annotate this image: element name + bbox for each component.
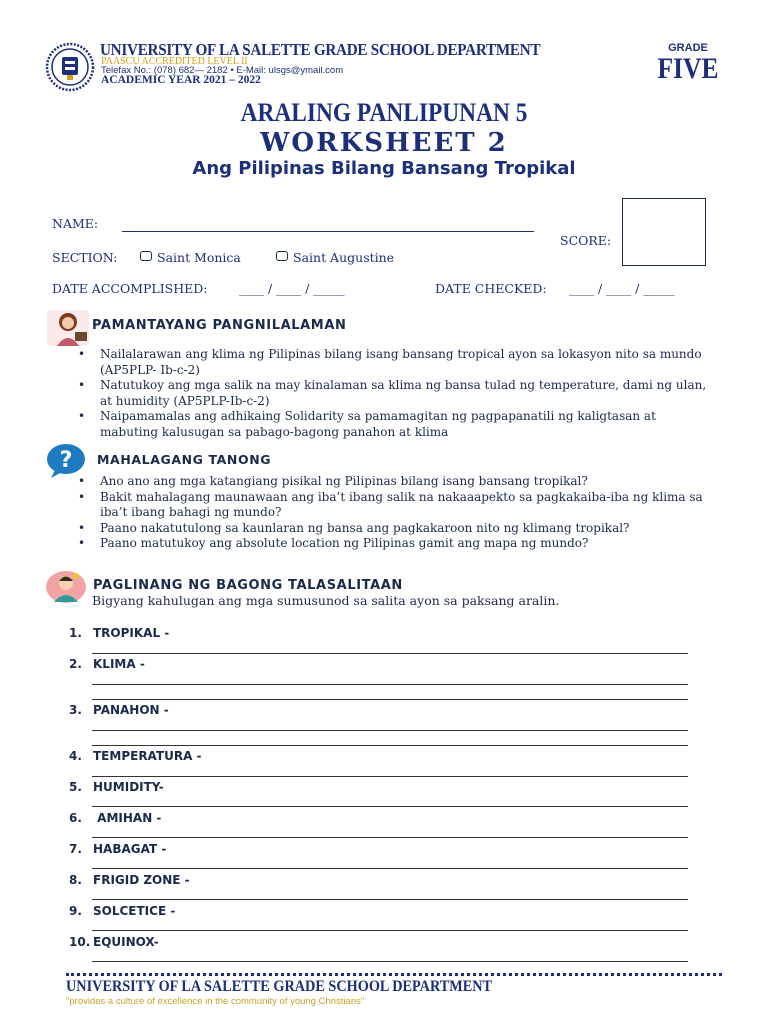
answer-line[interactable]	[92, 899, 688, 900]
vocab-item-4	[69, 749, 202, 763]
vocab-item-10	[69, 935, 159, 949]
list-item: • Paano nakatutulong sa kaunlaran ng bansa ang pagkakaroon nito ng klimang tropikal?	[74, 521, 714, 537]
vocab-term: KLIMA -	[93, 657, 145, 671]
footer-divider	[66, 973, 722, 976]
worksheet-subtitle: Ang Pilipinas Bilang Bansang Tropikal	[192, 158, 576, 179]
date-accomplished-label: DATE ACCOMPLISHED:	[52, 281, 208, 296]
tanong-list	[74, 474, 714, 552]
answer-line[interactable]	[92, 868, 688, 869]
score-box[interactable]	[622, 198, 706, 266]
vocab-term: HUMIDITY-	[93, 780, 164, 794]
vocab-term: AMIHAN -	[93, 811, 162, 825]
vocab-term: HABAGAT -	[93, 842, 167, 856]
vocab-number: 6.	[69, 811, 82, 825]
answer-line[interactable]	[92, 699, 688, 700]
subject-title: ARALING PANLIPUNAN 5	[240, 98, 528, 127]
answer-line[interactable]	[92, 930, 688, 931]
academic-year: ACADEMIC YEAR 2021 – 2022	[101, 74, 261, 86]
footer-tagline: "provides a culture of excellence in the community of young Christians"	[66, 996, 365, 1007]
section-label: SECTION:	[52, 250, 118, 265]
answer-line[interactable]	[92, 837, 688, 838]
worksheet-title: WORKSHEET 2	[260, 128, 508, 158]
date-checked-label: DATE CHECKED:	[435, 281, 547, 296]
vocab-item-5	[69, 780, 164, 794]
answer-line[interactable]	[92, 684, 688, 685]
answer-line[interactable]	[92, 730, 688, 731]
tanong-heading: MAHALAGANG TANONG	[97, 452, 272, 467]
vocab-item-2	[69, 657, 145, 671]
pamantayan-list	[74, 347, 714, 440]
list-item: • Naipamamalas ang adhikaing Solidarity sa pamamagitan ng pagpapanatili ng kaligtasan at mabuting kalusugan sa pabago-bagong panahon at klima	[74, 409, 714, 440]
vocab-term: PANAHON -	[93, 703, 169, 717]
student-icon	[45, 570, 87, 604]
vocab-term: EQUINOX-	[93, 935, 159, 949]
vocab-item-7	[69, 842, 166, 856]
vocab-number: 9.	[69, 904, 82, 918]
talasalitaan-heading: PAGLINANG NG BAGONG TALASALITAAN	[93, 578, 403, 593]
vocab-term: FRIGID ZONE -	[93, 873, 190, 887]
vocab-item-6	[69, 811, 161, 825]
list-item: • Paano matutukoy ang absolute location ng Pilipinas gamit ang mapa ng mundo?	[74, 536, 714, 552]
section-option-saint-monica[interactable]	[140, 250, 241, 265]
vocab-number: 1.	[69, 626, 82, 640]
vocab-number: 3.	[69, 703, 82, 717]
svg-text:?: ?	[59, 448, 73, 473]
score-label: SCORE:	[560, 233, 612, 248]
school-logo	[45, 42, 95, 92]
date-accomplished-field[interactable]: ____ / ____ / _____	[239, 281, 345, 296]
list-item: • Bakit mahalagang maunawaan ang iba’t ibang salik na nakaaapekto sa pagkakaiba-iba ng klima sa iba’t ibang bahagi ng mundo?	[74, 490, 714, 521]
list-item: • Nailalarawan ang klima ng Pilipinas bilang isang bansang tropical ayon sa lokasyon nito sa mundo (AP5PLP- Ib-c-2)	[74, 347, 714, 378]
accreditation-text: PAASCU ACCREDITED LEVEL II	[101, 56, 248, 67]
vocab-number: 10.	[69, 935, 91, 949]
date-checked-field[interactable]: ____ / ____ / _____	[569, 281, 675, 296]
name-field[interactable]	[122, 231, 534, 232]
answer-line[interactable]	[92, 653, 688, 654]
answer-line[interactable]	[92, 745, 688, 746]
teacher-icon	[45, 308, 91, 348]
school-name: UNIVERSITY OF LA SALETTE GRADE SCHOOL DEPARTMENT	[100, 40, 541, 59]
vocab-item-8	[69, 873, 190, 887]
checkbox-icon[interactable]	[276, 251, 288, 261]
checkbox-icon[interactable]	[140, 251, 152, 261]
grade-value: FIVE	[657, 52, 719, 85]
section-option-label: Saint Monica	[157, 250, 241, 265]
grade-label: GRADE	[668, 42, 708, 54]
vocab-item-1	[69, 626, 169, 640]
footer-school-name: UNIVERSITY OF LA SALETTE GRADE SCHOOL DEPARTMENT	[66, 978, 493, 995]
contact-info: Telefax No.: (078) 682— 2182 • E-Mail: ulsgs@ymail.com	[101, 65, 344, 76]
list-item: • Ano ano ang mga katangiang pisikal ng Pilipinas bilang isang bansang tropikal?	[74, 474, 714, 490]
vocab-item-3	[69, 703, 169, 717]
name-label: NAME:	[52, 216, 99, 231]
vocab-term: TROPIKAL -	[93, 626, 170, 640]
pamantayan-heading: PAMANTAYANG PANGNILALAMAN	[92, 318, 347, 333]
section-option-label: Saint Augustine	[293, 250, 395, 265]
answer-line[interactable]	[92, 961, 688, 962]
answer-line[interactable]	[92, 776, 688, 777]
list-item: • Natutukoy ang mga salik na may kinalaman sa klima ng bansa tulad ng temperature, dami ng ulan, at humidity (AP5PLP-Ib-c-2)	[74, 378, 714, 409]
vocab-number: 7.	[69, 842, 82, 856]
section-option-saint-augustine[interactable]	[276, 250, 394, 265]
talasalitaan-instruction: Bigyang kahulugan ang mga sumusunod sa salita ayon sa paksang aralin.	[92, 593, 560, 608]
vocab-number: 8.	[69, 873, 82, 887]
answer-line[interactable]	[92, 806, 688, 807]
vocab-number: 5.	[69, 780, 82, 794]
vocab-item-9	[69, 904, 175, 918]
vocab-number: 4.	[69, 749, 82, 763]
vocab-number: 2.	[69, 657, 82, 671]
vocab-term: TEMPERATURA -	[93, 749, 202, 763]
vocab-term: SOLCETICE -	[93, 904, 176, 918]
